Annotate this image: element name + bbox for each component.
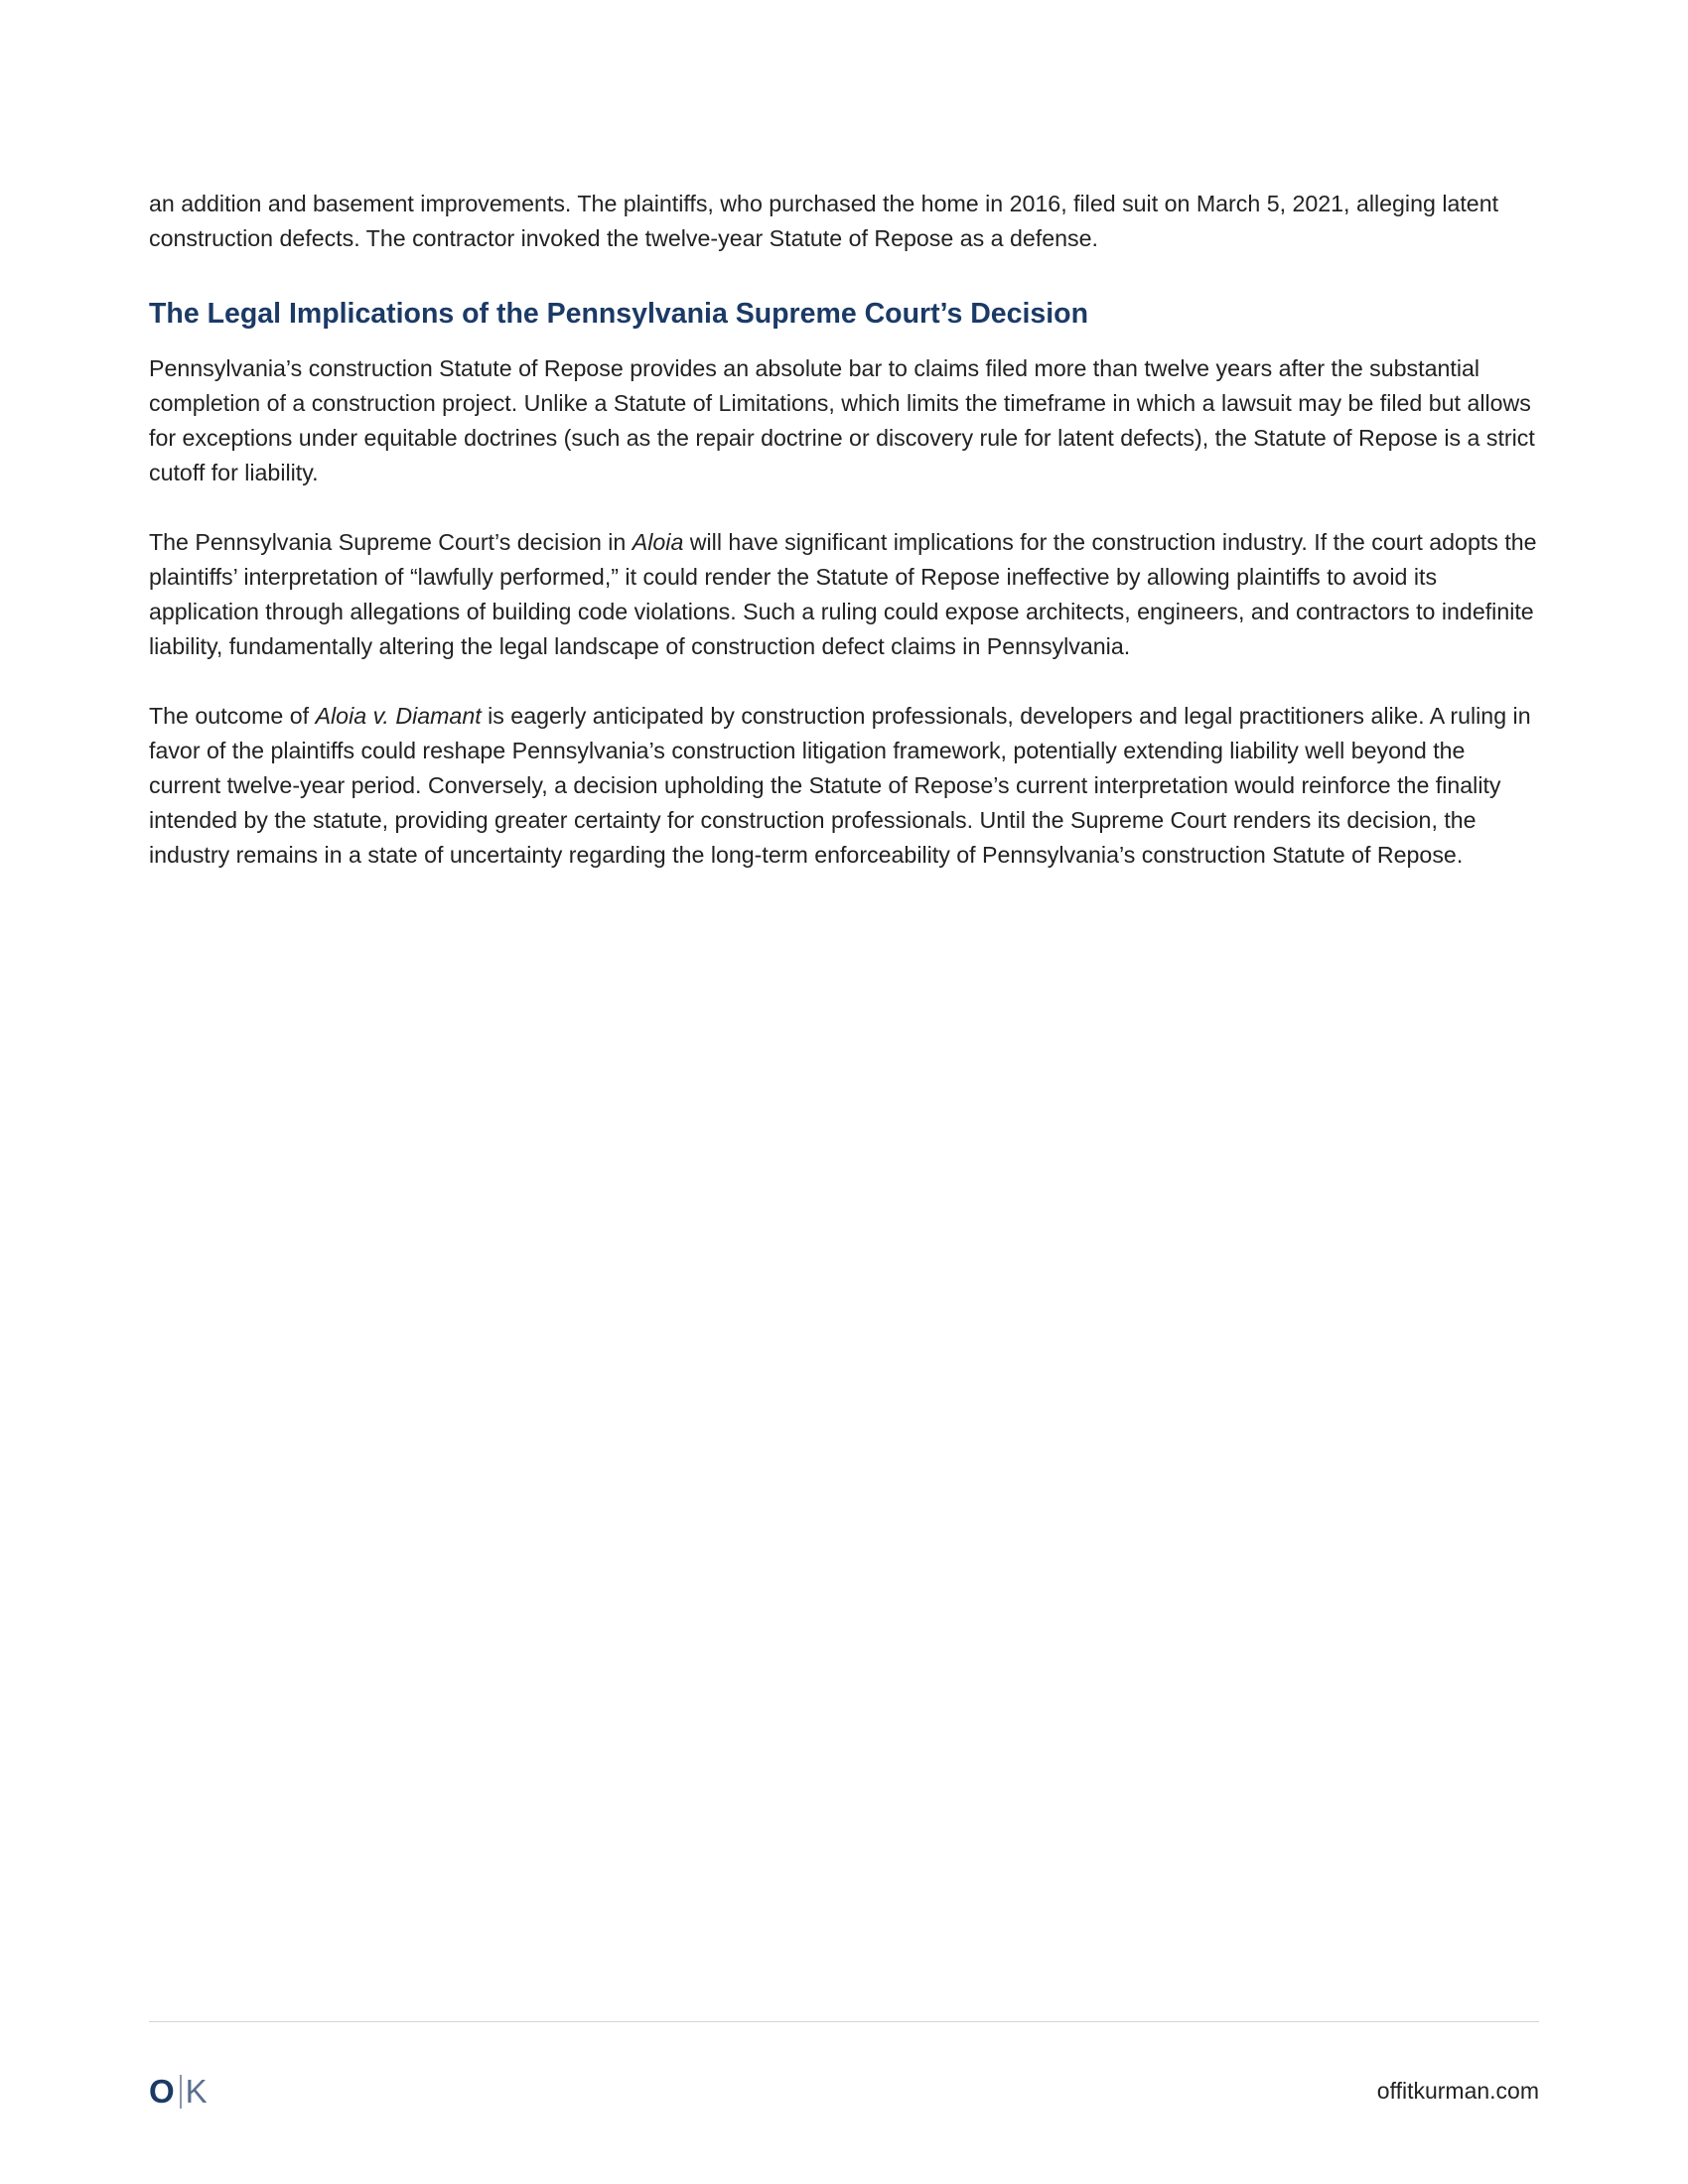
footer-divider (149, 2021, 1539, 2022)
paragraph-text: The outcome of (149, 703, 316, 729)
paragraph-implications (149, 525, 1539, 664)
logo-letter-o: O (149, 2073, 175, 2110)
document-body (149, 187, 1539, 907)
logo-divider (180, 2075, 182, 2109)
case-name-italic: Aloia (632, 529, 684, 555)
footer-website: offitkurman.com (1376, 2078, 1539, 2104)
section-heading: The Legal Implications of the Pennsylvania Supreme Court’s Decision (149, 298, 1088, 330)
paragraph-text: is eagerly anticipated by construction professionals, developers and legal practitioners alike. A ruling in favor of the plaintiffs could reshape Pennsylvania’s construction litigation framework, potentially extending liability well beyond the current twelve-year period. Conversely, a decision upholding the Statute of Repose’s current interpretation would reinforce the finality intended by the statute, providing greater certainty for construction professionals. Until the Supreme Court renders its decision, the industry remains in a state of uncertainty regarding the long-term enforceability of Pennsylvania’s construction Statute of Repose. (149, 703, 1531, 868)
offit-kurman-logo (149, 2070, 208, 2114)
logo-letter-k: K (185, 2073, 208, 2110)
paragraph-outcome (149, 699, 1539, 873)
paragraph-text: The Pennsylvania Supreme Court’s decision in (149, 529, 633, 555)
intro-paragraph: an addition and basement improvements. The plaintiffs, who purchased the home in 2016, filed suit on March 5, 2021, alleging latent construction defects. The contractor invoked the twelve-year Statute of Repose as a defense. (149, 191, 1499, 251)
case-name-italic: Aloia v. Diamant (315, 703, 482, 729)
paragraph-statute-of-repose: Pennsylvania’s construction Statute of Repose provides an absolute bar to claims filed more than twelve years after the substantial completion of a construction project. Unlike a Statute of Limitations, which limits the timeframe in which a lawsuit may be filed but allows for exceptions under equitable doctrines (such as the repair doctrine or discovery rule for latent defects), the Statute of Repose is a strict cutoff for liability. (149, 355, 1535, 485)
paragraph-text: will have significant implications for the construction industry. If the court adopts the plaintiffs’ interpretation of “lawfully performed,” it could render the Statute of Repose ineffective by allowing plaintiffs to avoid its application through allegations of building code violations. Such a ruling could expose architects, engineers, and contractors to indefinite liability, fundamentally altering the legal landscape of construction defect claims in Pennsylvania. (149, 529, 1537, 659)
